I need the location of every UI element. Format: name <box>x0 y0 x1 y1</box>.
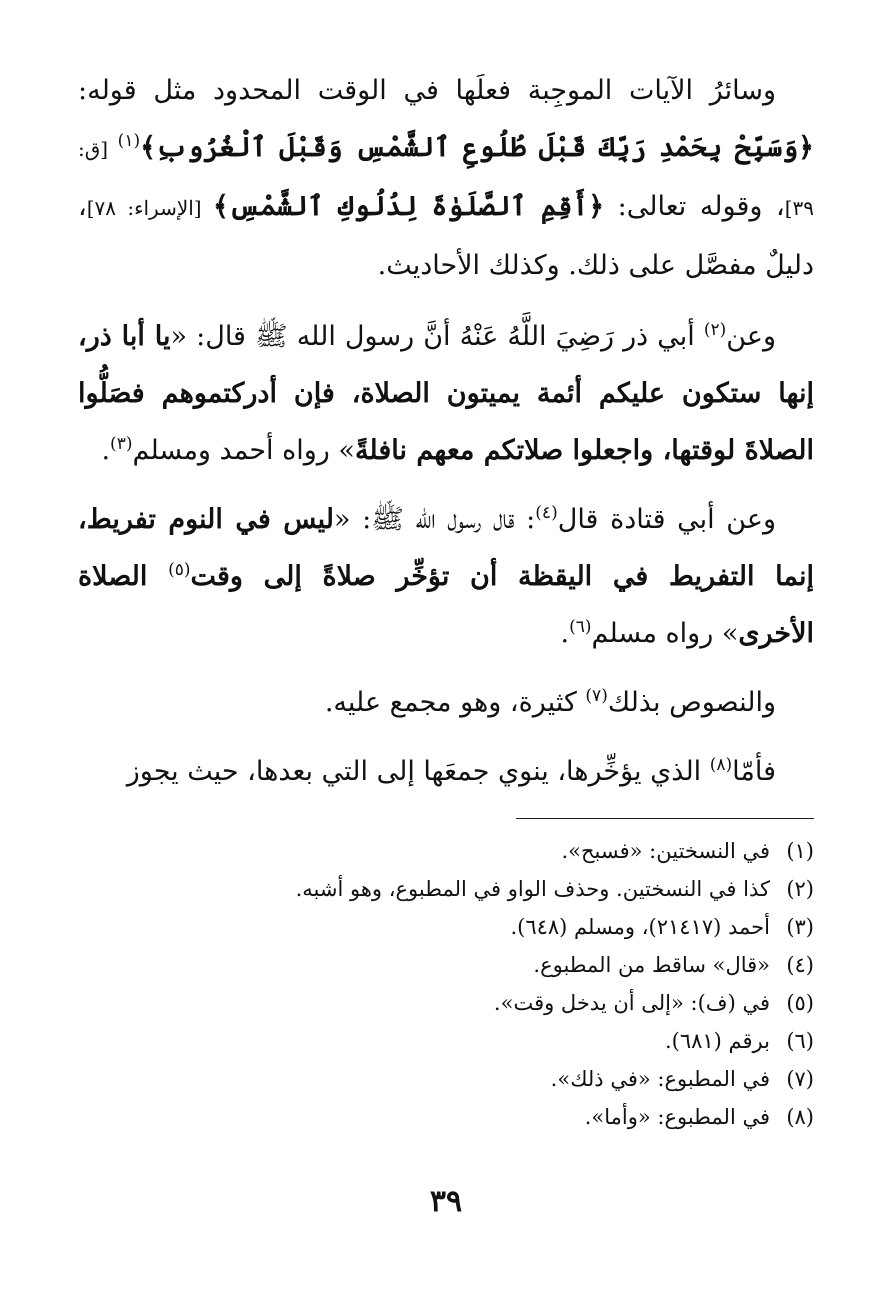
footnote-item <box>78 984 814 1022</box>
footnote-number: (٦) <box>786 1029 814 1053</box>
paragraph-2-end: . <box>101 435 111 466</box>
paragraph-3 <box>78 491 814 662</box>
footnote-marker-4: (٤) <box>535 503 558 523</box>
paragraph-2-tail: » رواه أحمد ومسلم <box>132 435 355 466</box>
footnote-number: (٨) <box>786 1105 814 1129</box>
footnote-marker-3: (٣) <box>110 434 133 454</box>
footnote-marker-2: (٢) <box>703 320 727 340</box>
paragraph-5-tail: الذي يؤخِّرها، ينوي جمعَها إلى التي بعدها، حيث يجوز <box>126 756 710 787</box>
footnote-text: برقم (٦٨١). <box>664 1029 770 1053</box>
paragraph-4 <box>78 674 814 731</box>
paragraph-5-lead: فأمّا <box>732 756 776 787</box>
paragraph-4-lead: والنصوص بذلك <box>607 687 776 718</box>
footnote-text: في (ف): «إلى أن يدخل وقت». <box>493 991 770 1015</box>
hadith-text-2b: الصلاة الأخرى <box>78 561 814 649</box>
footnote-marker-7: (٧) <box>585 686 608 706</box>
paragraph-1-lead: وسائرُ الآيات الموجِبة فعلَها في الوقت المحدود مثل قوله: <box>78 75 776 106</box>
paragraph-1-tail: ، دليلٌ مفصَّل على ذلك. وكذلك الأحاديث. <box>78 191 814 281</box>
footnote-number: (٥) <box>786 991 814 1015</box>
paragraph-3-tail: » رواه مسلم <box>591 618 739 649</box>
footnote-text: في المطبوع: «في ذلك». <box>550 1067 770 1091</box>
paragraph-3-end: . <box>560 618 570 649</box>
footnote-text: «قال» ساقط من المطبوع. <box>533 953 770 977</box>
footnote-item <box>78 1060 814 1098</box>
footnotes-list <box>78 832 814 1136</box>
page-number: ٣٩ <box>429 1184 463 1219</box>
footnote-item <box>78 1022 814 1060</box>
paragraph-1-mid: ، وقوله تعالى: <box>604 191 785 222</box>
footnote-number: (٤) <box>786 953 814 977</box>
footnote-marker-5: (٥) <box>168 560 191 580</box>
footnote-item <box>78 1098 814 1136</box>
paragraph-3-mid: : قال رسول الله ﷺ: « <box>334 504 536 535</box>
hadith-text-2a: ليس في النوم تفريط، إنما التفريط في اليقظة أن تؤخِّر صلاةً إلى وقت <box>78 504 814 592</box>
paragraph-2 <box>78 308 814 479</box>
footnote-text: كذا في النسختين. وحذف الواو في المطبوع، وهو أشبه. <box>295 877 770 901</box>
footnote-number: (٣) <box>786 915 814 939</box>
paragraph-1 <box>78 62 814 294</box>
paragraph-2-mid: أبي ذر رَضِيَ اللَّهُ عَنْهُ أنَّ رسول الله ﷺ قال: « <box>170 321 704 352</box>
footnote-marker-6: (٦) <box>569 617 592 637</box>
footnote-text: أحمد (٢١٤١٧)، ومسلم (٦٤٨). <box>510 915 770 939</box>
footnote-separator <box>516 818 814 819</box>
footnote-text: في النسختين: «فسبح». <box>561 839 770 863</box>
hadith-text-1: يا أبا ذر، إنها ستكون عليكم أئمة يميتون الصلاة، فإن أدركتموهم فصَلُّوا الصلاةَ لوقتها، واجعلوا صلاتكم معهم نافلةً <box>78 321 814 466</box>
footnote-number: (٢) <box>786 877 814 901</box>
paragraph-5 <box>78 743 814 800</box>
verse-reference-1: [ق: ٣٩] <box>78 137 814 220</box>
quran-verse-2: ﴿أَقِمِ ٱلصَّلَوٰةَ لِدُلُوكِ ٱلشَّمْسِ﴾ <box>212 191 605 222</box>
paragraph-2-lead: وعن <box>726 321 776 352</box>
paragraph-3-lead: وعن أبي قتادة قال <box>557 504 776 535</box>
page-body <box>78 62 814 1262</box>
footnote-item <box>78 870 814 908</box>
footnote-number: (٧) <box>786 1067 814 1091</box>
footnote-marker-8: (٨) <box>709 755 733 775</box>
quran-verse-1: ﴿وَسَبِّحْ بِحَمْدِ رَبِّكَ قَبْلَ طُلُوعِ ٱلشَّمْسِ وَقَبْلَ ٱلْغُرُوبِ﴾ <box>140 132 814 163</box>
footnote-number: (١) <box>786 839 814 863</box>
verse-reference-2: [الإسراء: ٧٨] <box>86 196 213 220</box>
footnote-text: في المطبوع: «وأما». <box>584 1105 770 1129</box>
footnote-item <box>78 908 814 946</box>
footnote-item <box>78 832 814 870</box>
footnote-marker-1: (١) <box>117 131 141 151</box>
footnote-item <box>78 946 814 984</box>
paragraph-4-tail: كثيرة، وهو مجمع عليه. <box>324 687 586 718</box>
